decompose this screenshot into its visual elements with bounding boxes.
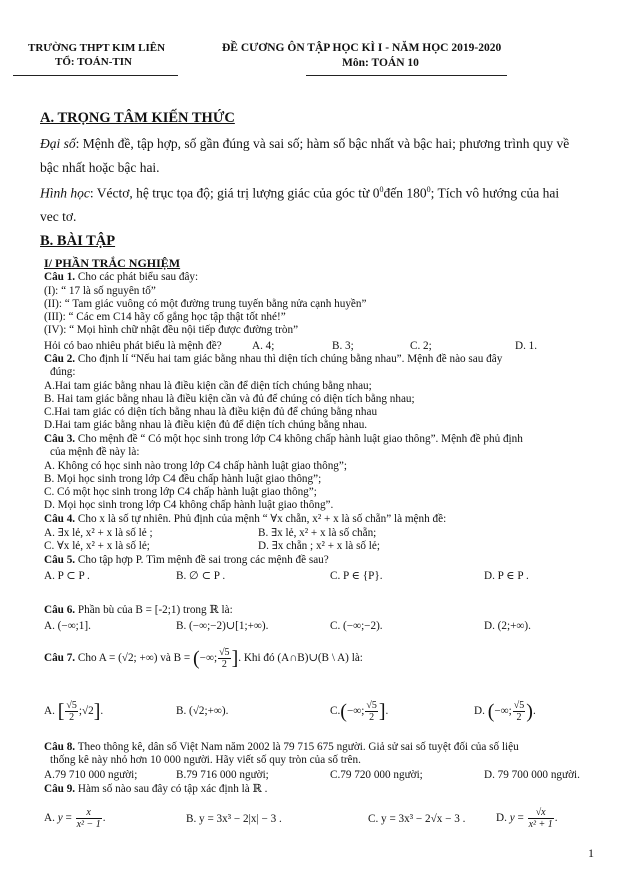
q2-option-b: B. Hai tam giác bằng nhau là điều kiện cần và đủ để chúng có diện tích bằng nhau; xyxy=(44,393,415,405)
q5-option-c: C. P ∈ {P}. xyxy=(330,570,383,582)
q1-option-c: C. 2; xyxy=(410,340,432,352)
q2-stem: Câu 2. Cho định lí “Nếu hai tam giác bằng nhau thì diện tích chúng bằng nhau”. Mệnh đề nào sau đây xyxy=(44,353,503,365)
q9-option-d: D. y = $\frac{√x}{\text{x² + 1}}$ . xyxy=(496,806,558,830)
q4-stem: Câu 4. Cho x là số tự nhiên. Phủ định của mệnh “ ∀x chẵn, x² + x là số chẵn” là mệnh đề: xyxy=(44,513,447,525)
section-a-geometry: Hình học: Véctơ, hệ trục tọa độ; giá trị lượng giác của góc từ $0^0đến$ $180^0$; Tích vô hướng của hai xyxy=(40,185,560,201)
section-a-geometry-cont: vec tơ. xyxy=(40,209,77,224)
section-a-algebra-cont: bậc nhất hoặc bậc hai. xyxy=(40,160,160,175)
q3-stem: Câu 3. Cho mệnh đề “ Có một học sinh trong lớp C4 không chấp hành luật giao thông”. Mệnh đề phủ định xyxy=(44,433,523,445)
q5-option-a: A. P ⊂ P . xyxy=(44,570,90,582)
q3-option-c: C. Có một học sinh trong lớp C4 chấp hành luật giao thông”; xyxy=(44,486,317,498)
section-b-heading: B. BÀI TẬP xyxy=(40,233,116,249)
q1-option-b: B. 3; xyxy=(332,340,354,352)
q7-option-b: B. (√2;+∞). xyxy=(176,705,229,717)
q1-item-1: (I): “ 17 là số nguyên tố” xyxy=(44,285,156,297)
part-heading: I/ PHẦN TRẮC NGHIỆM xyxy=(44,256,181,270)
q3-option-a: A. Không có học sinh nào trong lớp C4 chấp hành luật giao thông”; xyxy=(44,460,347,472)
q4-option-a: A. ∃x lẻ, x² + x là số lẻ ; xyxy=(44,527,153,539)
q8-stem-cont: thống kê này nhỏ hơn 10 000 người. Hãy viết số quy tròn của số trên. xyxy=(50,754,361,766)
q4-option-b: B. ∃x lẻ, x² + x là số chẵn; xyxy=(258,527,377,539)
section-a-heading: A. TRỌNG TÂM KIẾN THỨC xyxy=(40,110,235,126)
q1-stem: Câu 1. Cho các phát biểu sau đây: xyxy=(44,271,199,283)
q8-stem: Câu 8. Theo thông kê, dân số Việt Nam năm 2002 là 79 715 675 người. Giả sử sai số tuyệt đối của số liệu xyxy=(44,741,519,753)
q6-option-b: B. (−∞;−2)∪[1;+∞). xyxy=(176,620,269,632)
q6-stem: Câu 6. Phần bù của B = [-2;1) trong ℝ là: xyxy=(44,604,233,616)
q1-option-d: D. 1. xyxy=(515,340,538,352)
header-left-rule xyxy=(13,75,178,76)
q8-option-c: C.79 720 000 người; xyxy=(330,769,423,781)
q9-option-b: B. y = 3x³ − 2|x| − 3 . xyxy=(186,813,282,825)
q5-option-d: D. P ∈ P . xyxy=(484,570,529,582)
q8-option-d: D. 79 700 000 người. xyxy=(484,769,580,781)
q6-option-c: C. (−∞;−2). xyxy=(330,620,383,632)
q3-option-d: D. Mọi học sinh trong lớp C4 không chấp hành luật giao thông”. xyxy=(44,499,334,511)
q1-item-2: (II): “ Tam giác vuông có một đường trung tuyến bằng nửa cạnh huyền” xyxy=(44,298,367,310)
document-title: ĐỀ CƯƠNG ÔN TẬP HỌC KÌ I - NĂM HỌC 2019-2020 xyxy=(222,42,502,54)
q1-question: Hỏi có bao nhiêu phát biểu là mệnh đề? xyxy=(44,340,222,352)
q6-option-a: A. (−∞;1]. xyxy=(44,620,91,632)
q3-option-b: B. Mọi học sinh trong lớp C4 đều chấp hành luật giao thông”; xyxy=(44,473,322,485)
q1-item-4: (IV): “ Mọi hình chữ nhật đều nội tiếp được đường tròn” xyxy=(44,324,299,336)
q9-option-a: A. y = $\frac{x}{\text{x² − 1}}$ . xyxy=(44,806,106,830)
page-number: 1 xyxy=(588,846,594,860)
q7-option-d: D. (−∞; $\frac{√5}{2}$ ). xyxy=(474,699,536,723)
q6-option-d: D. (2;+∞). xyxy=(484,620,531,632)
q4-option-c: C. ∀x lẻ, x² + x là số lẻ; xyxy=(44,540,150,552)
q1-option-a: A. 4; xyxy=(252,340,275,352)
q1-item-3: (III): “ Các em C14 hãy cố gắng học tập thật tốt nhé!” xyxy=(44,311,286,323)
q3-stem-cont: của mệnh đề này là: xyxy=(50,446,140,458)
q8-option-a: A.79 710 000 người; xyxy=(44,769,138,781)
q4-option-d: D. ∃x chẵn ; x² + x là số lẻ; xyxy=(258,540,380,552)
q7-option-c: C.(−∞; $\frac{√5}{2}$ ]. xyxy=(330,699,389,723)
q5-stem: Câu 5. Cho tập hợp P. Tìm mệnh đề sai trong các mệnh đề sau? xyxy=(44,554,329,566)
department: TỔ: TOÁN-TIN xyxy=(55,56,132,68)
q2-stem-cont: đúng: xyxy=(50,366,76,378)
q7-option-a: A. [ $\frac{√5}{2}$ ;√2]. xyxy=(44,699,104,723)
q9-option-c: C. y = 3x³ − 2√x − 3 . xyxy=(368,813,466,825)
header-right-rule xyxy=(306,75,507,76)
q2-option-d: D.Hai tam giác bằng nhau là điều kiện đủ để diện tích chúng bằng nhau. xyxy=(44,419,368,431)
q9-stem: Câu 9. Hàm số nào sau đây có tập xác định là ℝ . xyxy=(44,783,268,795)
section-a-algebra: Đại số: Mệnh đề, tập hợp, số gần đúng và sai số; hàm số bậc nhất và bậc hai; phương trình quy về xyxy=(40,136,570,151)
q2-option-a: A.Hai tam giác bằng nhau là điều kiện cần để diện tích chúng bằng nhau; xyxy=(44,380,372,392)
q5-option-b: B. ∅ ⊂ P . xyxy=(176,570,226,582)
q2-option-c: C.Hai tam giác có diện tích bằng nhau là điều kiện đủ để chúng bằng nhau xyxy=(44,406,378,418)
q7-stem: Câu 7. Cho A = (√2; +∞) và B = (−∞; $\frac{√5}{2}$ ]. Khi đó (A∩B)∪(B \ A) là: xyxy=(44,646,363,670)
subject-title: Môn: TOÁN 10 xyxy=(342,57,419,69)
q8-option-b: B.79 716 000 người; xyxy=(176,769,269,781)
school-name: TRƯỜNG THPT KIM LIÊN xyxy=(28,42,166,54)
